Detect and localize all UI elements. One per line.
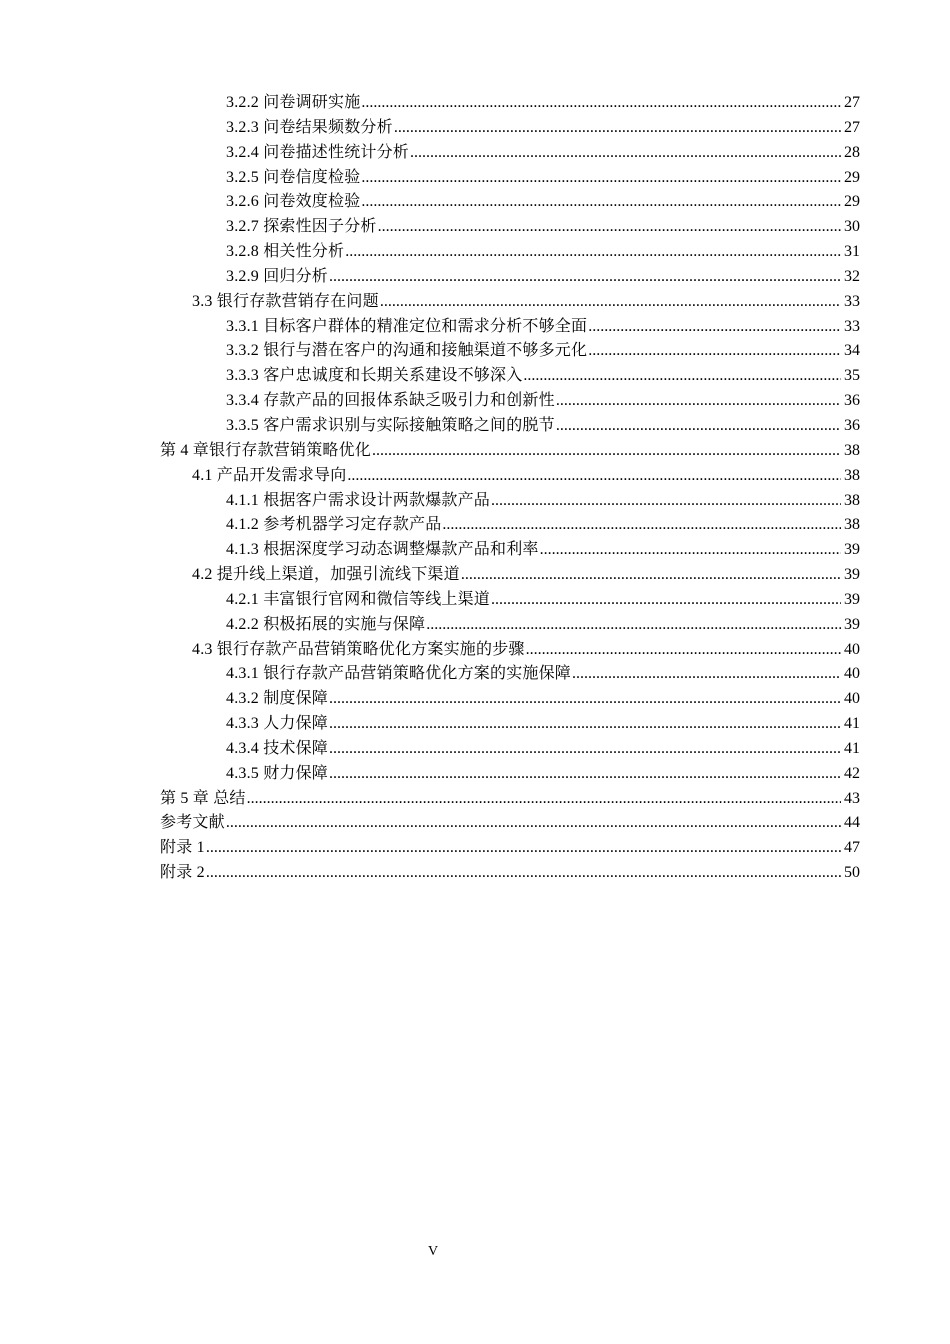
toc-dot-leader (426, 613, 841, 638)
toc-entry-page-number: 39 (844, 615, 860, 633)
toc-dot-leader (461, 563, 841, 588)
toc-entry-page-number: 28 (844, 143, 860, 161)
toc-dot-leader (410, 141, 841, 166)
toc-dot-leader (329, 762, 841, 787)
toc-entry-title: 3.3.3 客户忠诚度和长期关系建设不够深入 (226, 367, 523, 385)
toc-entry-title: 4.2.2 积极拓展的实施与保障 (226, 615, 426, 633)
toc-entry-title: 4.1.2 参考机器学习定存款产品 (226, 516, 442, 534)
toc-entry[interactable] (160, 762, 860, 787)
toc-dot-leader (329, 687, 841, 712)
toc-dot-leader (361, 166, 841, 191)
toc-dot-leader (345, 240, 841, 265)
toc-entry-title: 4.2.1 丰富银行官网和微信等线上渠道 (226, 590, 491, 608)
toc-entry-page-number: 44 (844, 814, 860, 832)
toc-entry[interactable] (160, 787, 860, 812)
toc-dot-leader (247, 787, 841, 812)
toc-entry-title: 3.2.8 相关性分析 (226, 243, 345, 261)
toc-dot-leader (329, 265, 841, 290)
toc-dot-leader (491, 489, 841, 514)
toc-entry[interactable] (160, 439, 860, 464)
toc-dot-leader (526, 638, 841, 663)
toc-entry-title: 4.3.3 人力保障 (226, 715, 329, 733)
toc-entry[interactable] (160, 737, 860, 762)
toc-entry[interactable] (160, 389, 860, 414)
toc-entry-page-number: 41 (844, 739, 860, 757)
page-number: V (427, 1244, 439, 1259)
toc-dot-leader (523, 364, 841, 389)
toc-entry-title: 3.3.5 客户需求识别与实际接触策略之间的脱节 (226, 416, 555, 434)
toc-entry[interactable] (160, 662, 860, 687)
toc-dot-leader (206, 861, 841, 886)
toc-entry-title: 3.3.2 银行与潜在客户的沟通和接触渠道不够多元化 (226, 342, 588, 360)
toc-dot-leader (588, 339, 841, 364)
toc-entry-page-number: 39 (844, 566, 860, 584)
toc-entry-title: 4.2 提升线上渠道，加强引流线下渠道 (192, 566, 460, 584)
toc-entry-page-number: 39 (844, 590, 860, 608)
toc-entry-page-number: 29 (844, 193, 860, 211)
toc-dot-leader (361, 91, 841, 116)
toc-entry-title: 3.2.7 探索性因子分析 (226, 218, 377, 236)
toc-entry-title: 3.2.3 问卷结果频数分析 (226, 118, 393, 136)
toc-entry[interactable] (160, 166, 860, 191)
toc-entry[interactable] (160, 141, 860, 166)
toc-entry-title: 3.3 银行存款营销存在问题 (192, 292, 379, 310)
toc-entry[interactable] (160, 265, 860, 290)
toc-entry-page-number: 34 (844, 342, 860, 360)
toc-entry-page-number: 36 (844, 392, 860, 410)
toc-dot-leader (361, 190, 841, 215)
toc-entry[interactable] (160, 687, 860, 712)
toc-entry-title: 4.1.3 根据深度学习动态调整爆款产品和利率 (226, 541, 539, 559)
toc-entry[interactable] (160, 464, 860, 489)
toc-entry[interactable] (160, 712, 860, 737)
toc-entry-title: 第 4 章银行存款营销策略优化 (160, 441, 372, 459)
toc-entry-title: 4.3.2 制度保障 (226, 690, 329, 708)
toc-entry-title: 4.3 银行存款产品营销策略优化方案实施的步骤 (192, 640, 525, 658)
toc-entry-page-number: 43 (844, 789, 860, 807)
toc-entry[interactable] (160, 638, 860, 663)
toc-entry-page-number: 50 (844, 864, 860, 882)
toc-dot-leader (378, 215, 841, 240)
toc-entry-page-number: 38 (844, 491, 860, 509)
toc-entry-page-number: 38 (844, 516, 860, 534)
toc-dot-leader (556, 389, 841, 414)
toc-entry[interactable] (160, 240, 860, 265)
toc-entry-page-number: 29 (844, 168, 860, 186)
toc-entry-title: 4.1 产品开发需求导向 (192, 466, 347, 484)
toc-entry-title: 3.2.6 问卷效度检验 (226, 193, 361, 211)
toc-dot-leader (329, 712, 841, 737)
toc-entry[interactable] (160, 290, 860, 315)
toc-entry-title: 3.2.2 问卷调研实施 (226, 94, 361, 111)
toc-entry-title: 3.3.1 目标客户群体的精准定位和需求分析不够全面 (226, 317, 588, 335)
toc-entry-title: 参考文献 (160, 814, 225, 832)
toc-entry-title: 附录 1 (160, 839, 205, 857)
toc-entry[interactable] (160, 315, 860, 340)
toc-entry[interactable] (160, 91, 860, 116)
toc-entry[interactable] (160, 588, 860, 613)
toc-entry-page-number: 47 (844, 839, 860, 857)
toc-entry-title: 3.2.4 问卷描述性统计分析 (226, 143, 410, 161)
toc-entry-page-number: 38 (844, 466, 860, 484)
toc-dot-leader (394, 116, 841, 141)
toc-dot-leader (556, 414, 841, 439)
toc-entry-title: 第 5 章 总结 (160, 789, 246, 807)
toc-entry[interactable] (160, 190, 860, 215)
toc-entry[interactable] (160, 563, 860, 588)
toc-entry-title: 3.2.9 回归分析 (226, 267, 329, 285)
toc-dot-leader (380, 290, 841, 315)
toc-entry[interactable] (160, 489, 860, 514)
toc-entry-page-number: 42 (844, 764, 860, 782)
toc-entry-page-number: 27 (844, 94, 860, 111)
toc-entry-page-number: 41 (844, 715, 860, 733)
toc-dot-leader (588, 315, 841, 340)
toc-entry-page-number: 31 (844, 243, 860, 261)
toc-entry-page-number: 27 (844, 118, 860, 136)
toc-entry-page-number: 40 (844, 690, 860, 708)
toc-dot-leader (572, 662, 841, 687)
toc-dot-leader (226, 811, 841, 836)
toc-entry[interactable] (160, 116, 860, 141)
toc-entry-title: 4.3.5 财力保障 (226, 764, 329, 782)
toc-dot-leader (540, 538, 841, 563)
toc-dot-leader (206, 836, 841, 861)
toc-entry-page-number: 32 (844, 267, 860, 285)
toc-entry-page-number: 40 (844, 640, 860, 658)
toc-entry-title: 4.3.1 银行存款产品营销策略优化方案的实施保障 (226, 665, 572, 683)
toc-entry[interactable] (160, 861, 860, 886)
toc-entry-title: 附录 2 (160, 864, 205, 882)
toc-entry[interactable] (160, 613, 860, 638)
table-of-contents (160, 91, 860, 886)
toc-entry-page-number: 38 (844, 441, 860, 459)
toc-entry-page-number: 33 (844, 317, 860, 335)
toc-dot-leader (442, 513, 841, 538)
toc-entry-page-number: 40 (844, 665, 860, 683)
toc-entry[interactable] (160, 339, 860, 364)
toc-entry-page-number: 30 (844, 218, 860, 236)
toc-entry[interactable] (160, 836, 860, 861)
toc-entry-title: 3.2.5 问卷信度检验 (226, 168, 361, 186)
toc-entry[interactable] (160, 215, 860, 240)
toc-entry-title: 4.3.4 技术保障 (226, 739, 329, 757)
toc-entry-page-number: 33 (844, 292, 860, 310)
toc-entry-page-number: 35 (844, 367, 860, 385)
toc-dot-leader (329, 737, 841, 762)
toc-entry-title: 4.1.1 根据客户需求设计两款爆款产品 (226, 491, 491, 509)
toc-dot-leader (347, 464, 841, 489)
toc-entry[interactable] (160, 364, 860, 389)
toc-entry[interactable] (160, 538, 860, 563)
toc-entry[interactable] (160, 414, 860, 439)
toc-dot-leader (372, 439, 841, 464)
toc-entry-page-number: 39 (844, 541, 860, 559)
toc-entry-page-number: 36 (844, 416, 860, 434)
toc-entry[interactable] (160, 811, 860, 836)
toc-entry-title: 3.3.4 存款产品的回报体系缺乏吸引力和创新性 (226, 392, 555, 410)
toc-entry[interactable] (160, 513, 860, 538)
toc-dot-leader (491, 588, 841, 613)
